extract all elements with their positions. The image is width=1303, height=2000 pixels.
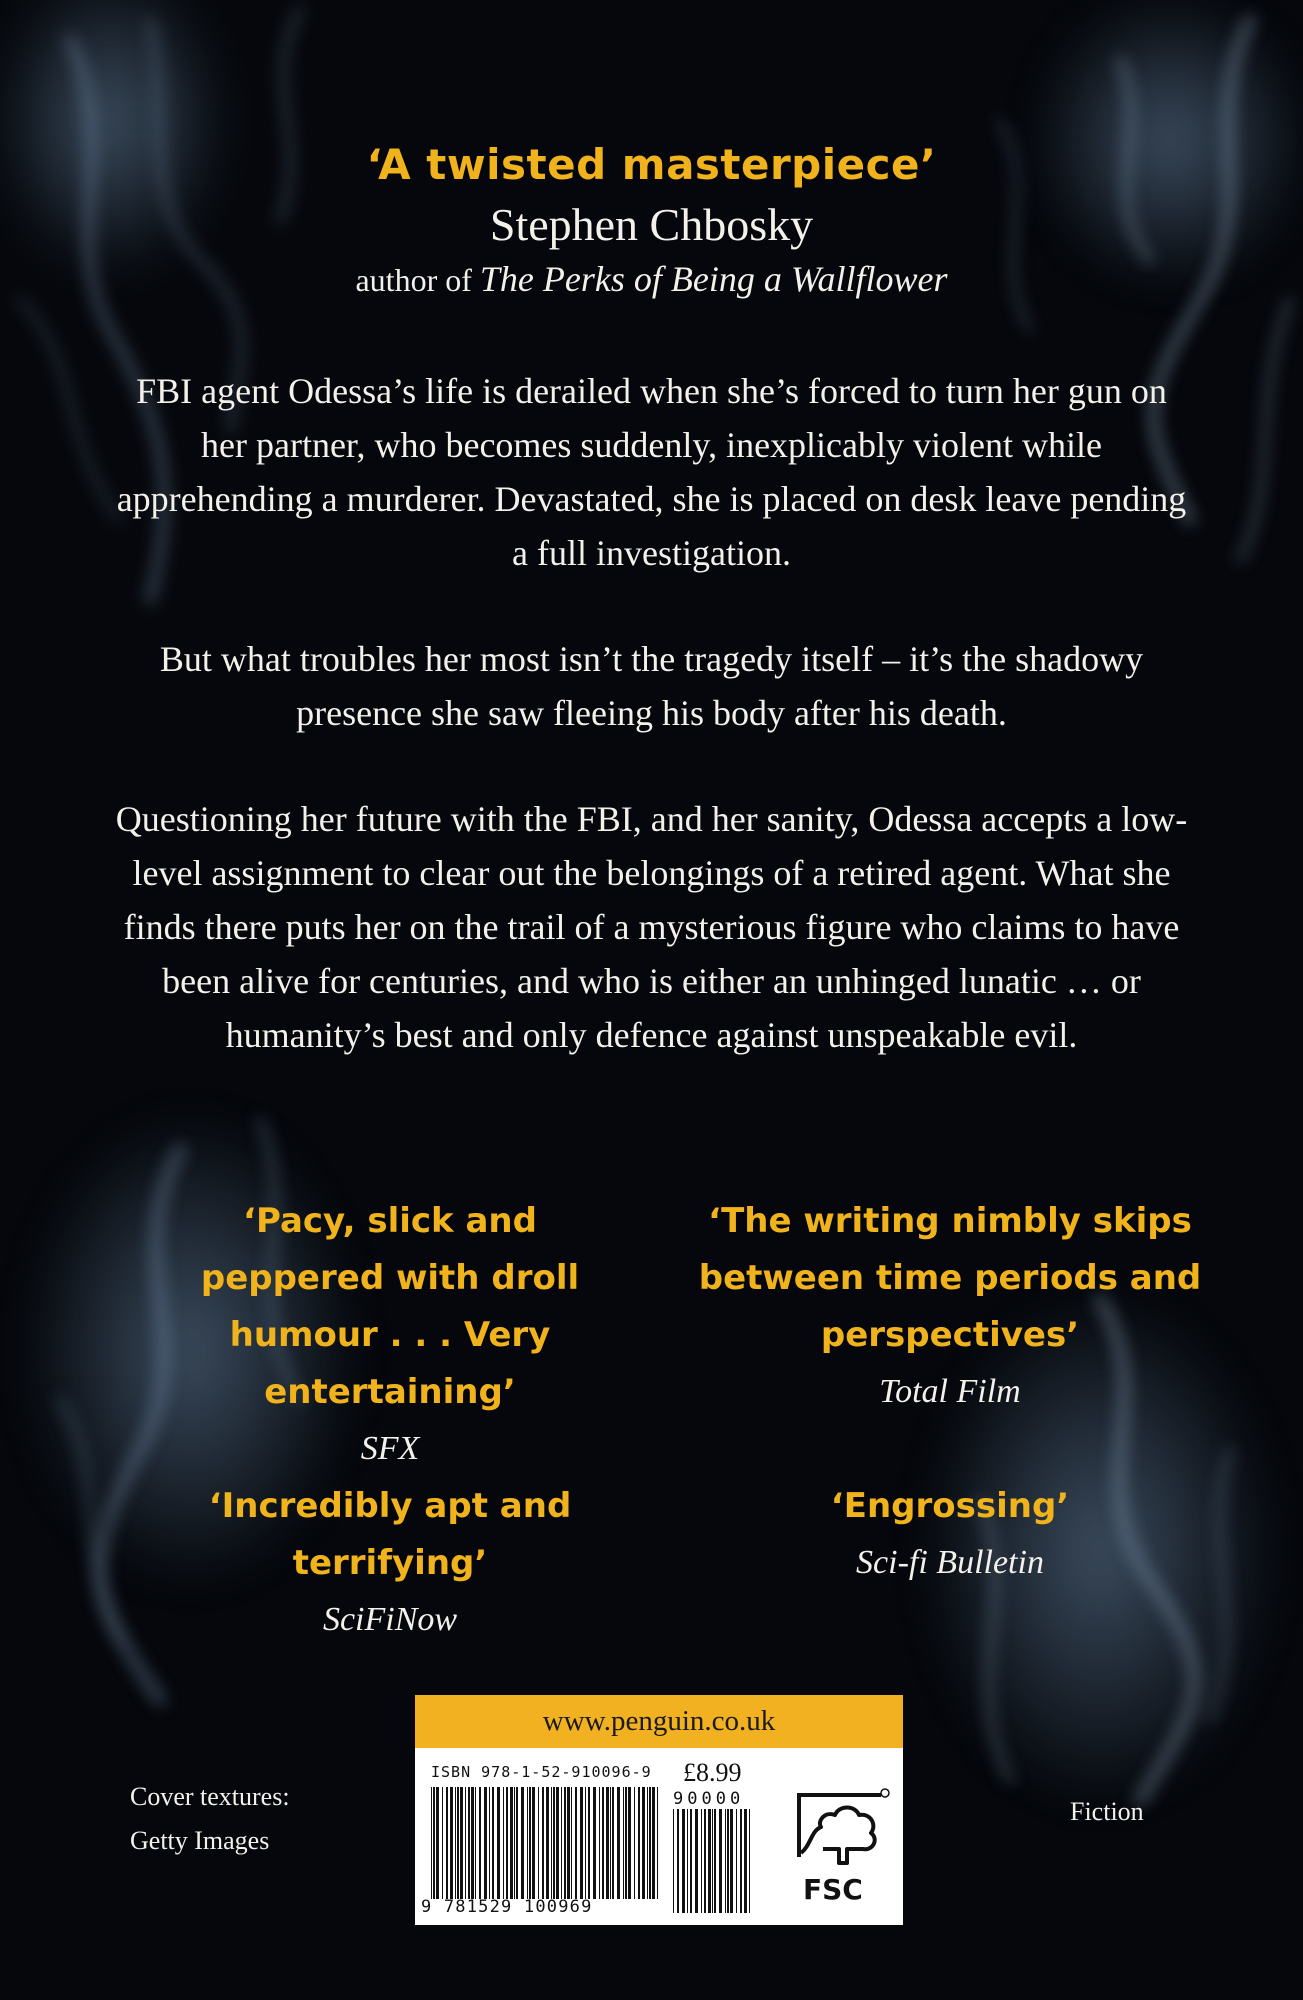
barcode-bar — [617, 1787, 620, 1899]
barcode-bar — [450, 1787, 453, 1899]
barcode-bar — [442, 1787, 443, 1899]
barcode-bar — [682, 1809, 685, 1913]
barcode-bar — [649, 1787, 651, 1899]
barcode-bar — [690, 1809, 692, 1913]
barcode-bar — [497, 1787, 500, 1899]
barcode-bar — [740, 1809, 742, 1913]
barcode-bar — [468, 1787, 470, 1899]
barcode-bar — [492, 1787, 494, 1899]
barcode-bar — [471, 1787, 474, 1899]
barcode-bar — [551, 1787, 552, 1899]
barcode-bar — [602, 1787, 604, 1899]
barcode-bar — [580, 1787, 583, 1899]
barcode-bar — [704, 1809, 706, 1913]
barcode-bar — [727, 1809, 729, 1913]
price: £8.99 — [683, 1758, 742, 1787]
barcode-bar — [556, 1787, 559, 1899]
review-scifinow — [125, 1478, 655, 1648]
publisher-url: www.penguin.co.uk — [415, 1695, 903, 1748]
barcode-bar — [599, 1787, 600, 1899]
barcode-bar — [546, 1787, 549, 1899]
barcode-bar — [701, 1809, 702, 1913]
barcode-bar — [457, 1787, 459, 1899]
barcode-bar — [712, 1809, 713, 1913]
barcode-bar — [479, 1787, 481, 1899]
review-quote: ‘The writing nimbly skips between time periods and perspectives’ — [698, 1201, 1202, 1355]
barcode-bar — [714, 1809, 716, 1913]
cover-credit: Cover textures: Getty Images — [130, 1782, 290, 1855]
barcode-digits: 9 781529 100969 — [421, 1897, 593, 1917]
barcode-addon-digits: 90000 — [673, 1789, 745, 1809]
barcode-bar — [475, 1787, 476, 1899]
barcode-bar — [561, 1787, 562, 1899]
review-quote: ‘Pacy, slick and peppered with droll humour . . . Very entertaining’ — [200, 1201, 580, 1412]
review-quote: ‘Incredibly apt and terrifying’ — [208, 1486, 572, 1583]
barcode-bar — [744, 1809, 747, 1913]
headline-quote: ‘A twisted masterpiece’ — [366, 140, 937, 189]
review-sfx — [125, 1193, 655, 1477]
barcode-bar — [628, 1787, 631, 1899]
barcode-bar — [725, 1809, 726, 1913]
barcode-bar — [647, 1787, 648, 1899]
barcode-bar — [431, 1787, 432, 1899]
review-quote: ‘Engrossing’ — [830, 1486, 1070, 1526]
barcode-bar — [564, 1787, 566, 1899]
barcode-bar — [612, 1787, 614, 1899]
barcode-bar — [673, 1809, 674, 1913]
barcode-bar — [625, 1787, 627, 1899]
barcode-bar — [506, 1787, 508, 1899]
barcode-bar — [489, 1787, 490, 1899]
barcode-bar — [503, 1787, 504, 1899]
barcode-bar — [510, 1787, 513, 1899]
review-sci-fi-bulletin — [690, 1478, 1210, 1591]
barcode-bar — [634, 1787, 635, 1899]
barcode-bar — [529, 1787, 531, 1899]
barcode-bar — [460, 1787, 463, 1899]
barcode-bar — [749, 1809, 750, 1913]
barcode-bar — [638, 1787, 640, 1899]
barcode-bar — [575, 1787, 577, 1899]
barcode-bar — [527, 1787, 528, 1899]
blurb-paragraph-2: But what troubles her most isn’t the tragedy itself – it’s the shadowy presence she saw fleeing his body after his death. — [159, 639, 1144, 733]
barcode-bar — [484, 1787, 487, 1899]
blurb-paragraph-3: Questioning her future with the FBI, and her sanity, Odessa accepts a low-level assignment to clear out the belongings of a retired agent. What she finds there puts her on the trail of a mysterious figure who claims to have been alive for centuries, and who is either an unhinged lunatic … or humanity’s best and only defence against unspeakable evil. — [115, 799, 1188, 1055]
review-total-film — [690, 1193, 1210, 1420]
credit-prefix: author of — [355, 262, 472, 298]
barcode-bar — [623, 1787, 624, 1899]
barcode-bar — [436, 1787, 439, 1899]
genre-label: Fiction — [1070, 1797, 1144, 1826]
barcode-bar — [657, 1787, 658, 1899]
barcode-bar — [567, 1787, 570, 1899]
barcode-bar — [593, 1787, 596, 1899]
barcode-bar — [677, 1809, 679, 1913]
credit-book-title: The Perks of Being a Wallflower — [479, 259, 948, 299]
barcode-bar — [687, 1809, 688, 1913]
fsc-label: FSC — [803, 1873, 863, 1906]
barcode-icon — [431, 1787, 661, 1899]
barcode-bar — [516, 1787, 518, 1899]
barcode-bar — [736, 1809, 737, 1913]
barcode-bar — [730, 1809, 733, 1913]
review-source: SFX — [360, 1430, 420, 1467]
barcode-bar — [465, 1787, 466, 1899]
barcode-bar — [542, 1787, 544, 1899]
review-source: SciFiNow — [322, 1601, 458, 1638]
blurb-paragraph-1: FBI agent Odessa’s life is derailed when she’s forced to turn her gun on her partner, who becomes suddenly, inexplicably violent while apprehending a murderer. Devastated, she is placed on desk leave pending a full investigation. — [116, 371, 1187, 573]
barcode-bar — [571, 1787, 572, 1899]
barcode-bar — [708, 1809, 711, 1913]
barcode-bar — [719, 1809, 722, 1913]
barcode-bar — [588, 1787, 590, 1899]
barcode-panel — [415, 1695, 903, 1925]
barcode-bar — [455, 1787, 456, 1899]
barcode-bar — [538, 1787, 539, 1899]
barcode-bar — [553, 1787, 555, 1899]
barcode-bar — [606, 1787, 609, 1899]
barcode-bar — [585, 1787, 586, 1899]
headline-author-credit — [0, 258, 1303, 300]
barcode-bar — [514, 1787, 515, 1899]
barcode-bar — [446, 1787, 448, 1899]
review-source: Total Film — [879, 1373, 1021, 1410]
barcode-bar — [433, 1787, 435, 1899]
barcode-bar — [652, 1787, 655, 1899]
barcode-bar — [695, 1809, 698, 1913]
barcode-bar — [610, 1787, 611, 1899]
barcode-bar — [532, 1787, 535, 1899]
isbn-number: ISBN 978-1-52-910096-9 — [431, 1763, 652, 1781]
headline-quote-author: Stephen Chbosky — [489, 199, 814, 250]
barcode-bar — [521, 1787, 524, 1899]
barcode-bar — [642, 1787, 645, 1899]
review-source: Sci-fi Bulletin — [856, 1544, 1044, 1581]
barcode-addon-icon — [673, 1809, 753, 1913]
